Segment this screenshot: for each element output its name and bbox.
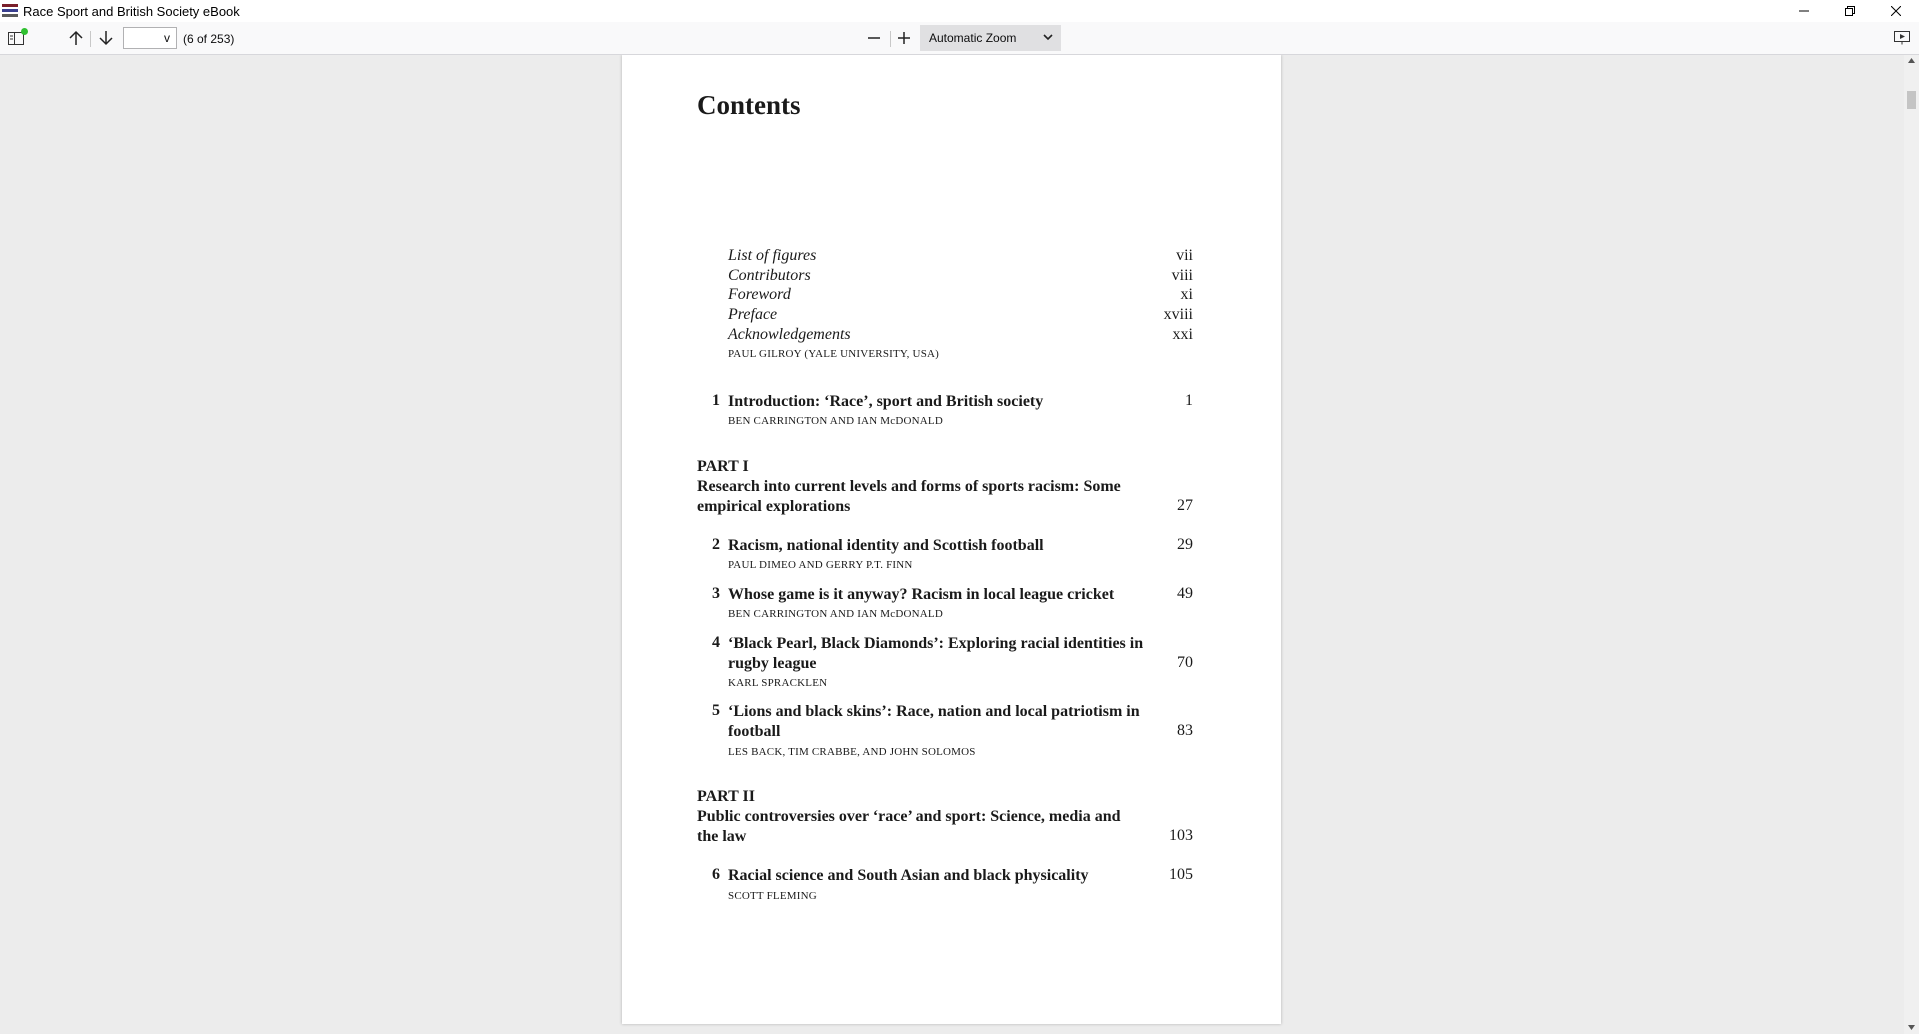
chapter-page: 29 — [1177, 536, 1193, 553]
chapter-number: 1 — [712, 392, 720, 409]
chapter-page: 70 — [1177, 654, 1193, 671]
arrow-down-icon — [99, 30, 113, 46]
part-label: PART I — [697, 458, 749, 475]
restore-icon — [1845, 6, 1855, 16]
chapter-author: KARL SPRACKLEN — [728, 677, 828, 689]
window-title: Race Sport and British Society eBook — [23, 3, 240, 19]
chapter-number: 3 — [712, 585, 720, 602]
scroll-up-icon[interactable] — [1908, 58, 1915, 63]
toolbar-separator — [890, 31, 891, 47]
chapter-number: 4 — [712, 634, 720, 651]
restore-button[interactable] — [1827, 0, 1873, 22]
next-page-button[interactable] — [94, 27, 118, 49]
sidebar-toggle-button[interactable] — [4, 27, 28, 49]
close-icon — [1891, 6, 1901, 16]
chapter-author: BEN CARRINGTON AND IAN McDONALD — [728, 415, 943, 427]
pdf-toolbar — [0, 22, 1919, 55]
presentation-icon — [1894, 31, 1910, 45]
zoom-in-button[interactable] — [892, 27, 916, 49]
notification-dot — [21, 28, 28, 35]
toolbar-separator — [90, 31, 91, 47]
chapter-page: 105 — [1169, 866, 1193, 883]
page-heading: Contents — [697, 90, 801, 120]
toc-entry-page: xviii — [1163, 306, 1193, 323]
chapter-title: Racism, national identity and Scottish football — [728, 537, 1044, 554]
zoom-select[interactable] — [920, 25, 1061, 51]
chapter-page: 49 — [1177, 585, 1193, 602]
close-button[interactable] — [1873, 0, 1919, 22]
pdf-page — [622, 55, 1281, 1024]
scrollbar-thumb[interactable] — [1907, 91, 1916, 109]
chapter-title: ‘Lions and black skins’: Race, nation and local patriotism in football — [728, 703, 1140, 740]
part-title: Research into current levels and forms of sports racism: Some empirical explorations — [697, 478, 1121, 515]
chapter-title: Whose game is it anyway? Racism in local league cricket — [728, 586, 1115, 603]
presentation-mode-button[interactable] — [1890, 27, 1914, 49]
toc-entry-page: viii — [1171, 267, 1193, 284]
page-number-input[interactable] — [123, 27, 177, 49]
chapter-author: SCOTT FLEMING — [728, 890, 817, 902]
chapter-title: ‘Black Pearl, Black Diamonds’: Exploring racial identities in rugby league — [728, 635, 1144, 672]
document-viewer[interactable] — [0, 55, 1904, 1034]
page-count: (6 of 253) — [183, 32, 235, 46]
vertical-scrollbar[interactable] — [1904, 55, 1919, 1034]
minimize-button[interactable] — [1781, 0, 1827, 22]
chapter-number: 5 — [712, 702, 720, 719]
minimize-icon — [1799, 6, 1809, 16]
part-title: Public controversies over ‘race’ and sport: Science, media and the law — [697, 808, 1121, 845]
title-bar — [0, 0, 1919, 22]
toc-entry-author: PAUL GILROY (YALE UNIVERSITY, USA) — [728, 348, 940, 360]
chapter-page: 83 — [1177, 722, 1193, 739]
part-label: PART II — [697, 788, 755, 805]
toc-entry-page: xxi — [1172, 326, 1193, 343]
toc-entry-label: Preface — [728, 306, 778, 323]
minus-icon — [867, 31, 881, 45]
chapter-number: 6 — [712, 866, 720, 883]
toc-entry-label: Acknowledgements — [728, 326, 851, 343]
chapter-author: PAUL DIMEO AND GERRY P.T. FINN — [728, 559, 913, 571]
toc-entry-label: Contributors — [728, 267, 811, 284]
toc-entry-label: List of figures — [728, 247, 817, 264]
chapter-number: 2 — [712, 536, 720, 553]
chapter-author: LES BACK, TIM CRABBE, AND JOHN SOLOMOS — [728, 746, 976, 758]
toc-entry-page: xi — [1180, 286, 1193, 303]
part-page: 103 — [1169, 827, 1193, 844]
chapter-title: Introduction: ‘Race’, sport and British society — [728, 393, 1044, 410]
chapter-author: BEN CARRINGTON AND IAN McDONALD — [728, 608, 943, 620]
arrow-up-icon — [69, 30, 83, 46]
scroll-down-icon[interactable] — [1908, 1025, 1915, 1030]
plus-icon — [897, 31, 911, 45]
toc-entry-label: Foreword — [728, 286, 791, 303]
toc-entry-page: vii — [1176, 247, 1193, 264]
previous-page-button[interactable] — [64, 27, 88, 49]
zoom-out-button[interactable] — [862, 27, 886, 49]
part-page: 27 — [1177, 497, 1193, 514]
chevron-down-icon — [1043, 32, 1053, 42]
chapter-title: Racial science and South Asian and black physicality — [728, 867, 1089, 884]
app-icon — [2, 4, 18, 18]
chapter-page: 1 — [1185, 392, 1193, 409]
zoom-select-value: Automatic Zoom — [929, 31, 1017, 45]
